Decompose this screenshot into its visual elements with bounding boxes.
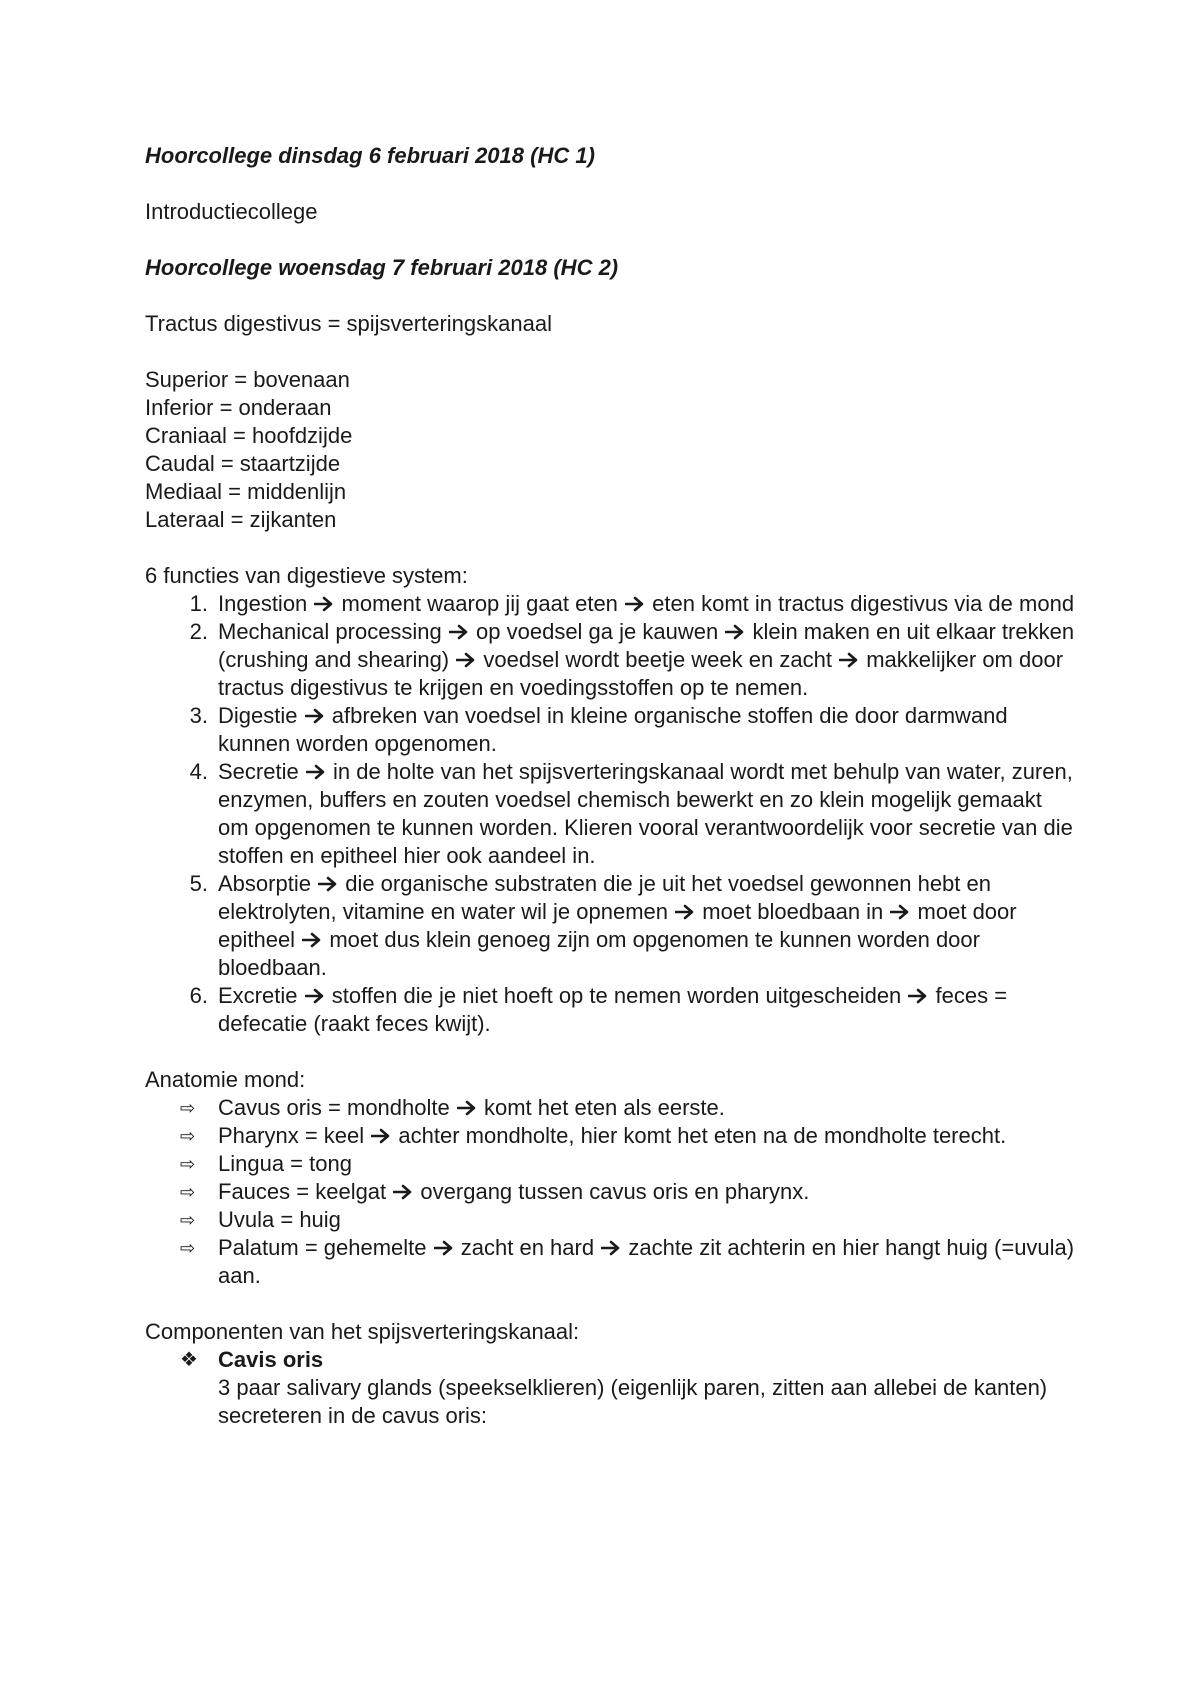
item-text-part: moet dus klein genoeg zijn om opgenomen te kunnen worden door bloedbaan. bbox=[218, 927, 980, 980]
item-text-part: moet bloedbaan in bbox=[702, 899, 884, 924]
definition-item: Lateraal = zijkanten bbox=[145, 507, 337, 532]
component-text: 3 paar salivary glands (speekselklieren) (eigenlijk paren, zitten aan allebei de kanten) secreteren in de cavus oris: bbox=[218, 1375, 1048, 1428]
right-arrow-icon bbox=[371, 1128, 391, 1144]
definition-item: Mediaal = middenlijn bbox=[145, 479, 347, 504]
item-text-part: in de holte van het spijsverteringskanaal wordt met behulp van water, zuren, enzymen, buffers en zouten voedsel chemisch bewerkt en zo klein mogelijk gemaakt om opgenomen te kunnen worden. Klieren vooral verantwoordelijk voor secretie van die stoffen en epitheel hier ook aandeel in. bbox=[218, 759, 1073, 868]
definitions-list bbox=[145, 366, 1075, 534]
diamond-bullet-icon: ❖ bbox=[180, 1349, 198, 1371]
function-item bbox=[145, 702, 1075, 758]
double-arrow-bullet-icon: ⇨ bbox=[180, 1126, 196, 1146]
item-text-part: stoffen die je niet hoeft op te nemen worden uitgescheiden bbox=[331, 983, 902, 1008]
item-text-part: Absorptie bbox=[218, 871, 311, 896]
right-arrow-icon bbox=[434, 1240, 454, 1256]
item-text-part: afbreken van voedsel in kleine organische stoffen die door darmwand kunnen worden opgenomen. bbox=[218, 703, 1008, 756]
document-page bbox=[145, 142, 1075, 1430]
functions-list bbox=[145, 590, 1075, 1038]
item-text-part: achter mondholte, hier komt het eten na de mondholte terecht. bbox=[398, 1123, 1007, 1148]
hc1-heading: Hoorcollege dinsdag 6 februari 2018 (HC 1) bbox=[145, 143, 595, 168]
right-arrow-icon bbox=[675, 904, 695, 920]
right-arrow-icon bbox=[393, 1184, 413, 1200]
item-text-part: Secretie bbox=[218, 759, 299, 784]
right-arrow-icon bbox=[457, 1100, 477, 1116]
hc1-subtitle: Introductiecollege bbox=[145, 199, 318, 224]
item-text-part: Lingua = tong bbox=[218, 1151, 352, 1176]
double-arrow-bullet-icon: ⇨ bbox=[180, 1182, 196, 1202]
definition-item: Inferior = onderaan bbox=[145, 395, 332, 420]
function-item bbox=[145, 870, 1075, 982]
right-arrow-icon bbox=[839, 652, 859, 668]
function-item bbox=[145, 982, 1075, 1038]
anatomy-list bbox=[145, 1094, 1075, 1290]
hc2-intro: Tractus digestivus = spijsverteringskanaal bbox=[145, 311, 552, 336]
item-text-part: voedsel wordt beetje week en zacht bbox=[483, 647, 832, 672]
double-arrow-bullet-icon: ⇨ bbox=[180, 1098, 196, 1118]
component-item bbox=[145, 1346, 1075, 1430]
components-intro: Componenten van het spijsverteringskanaal: bbox=[145, 1319, 580, 1344]
right-arrow-icon bbox=[725, 624, 745, 640]
item-text-part: Mechanical processing bbox=[218, 619, 442, 644]
double-arrow-bullet-icon: ⇨ bbox=[180, 1238, 196, 1258]
item-text-part: makkelijker om door tractus digestivus te krijgen en voedingsstoffen op te nemen. bbox=[218, 647, 1064, 700]
item-text-part: Fauces = keelgat bbox=[218, 1179, 387, 1204]
right-arrow-icon bbox=[908, 988, 928, 1004]
item-text-part: zacht en hard bbox=[460, 1235, 595, 1260]
definition-item: Craniaal = hoofdzijde bbox=[145, 423, 353, 448]
item-text-part: die organische substraten die je uit het voedsel gewonnen hebt en elektrolyten, vitamine en water wil je opnemen bbox=[218, 871, 991, 924]
anatomy-item bbox=[145, 1122, 1075, 1150]
item-text-part: Excretie bbox=[218, 983, 298, 1008]
list-number: 1 . bbox=[178, 590, 208, 618]
anatomy-item bbox=[145, 1094, 1075, 1122]
component-title: Cavis oris bbox=[218, 1347, 324, 1372]
right-arrow-icon bbox=[449, 624, 469, 640]
item-text-part: Digestie bbox=[218, 703, 298, 728]
item-text-part: moet door epitheel bbox=[218, 899, 1017, 952]
right-arrow-icon bbox=[890, 904, 910, 920]
right-arrow-icon bbox=[625, 596, 645, 612]
hc2-heading: Hoorcollege woensdag 7 februari 2018 (HC 2) bbox=[145, 255, 619, 280]
right-arrow-icon bbox=[305, 708, 325, 724]
item-text-part: Cavus oris = mondholte bbox=[218, 1095, 450, 1120]
anatomy-intro: Anatomie mond: bbox=[145, 1067, 306, 1092]
right-arrow-icon bbox=[314, 596, 334, 612]
double-arrow-bullet-icon: ⇨ bbox=[180, 1210, 196, 1230]
right-arrow-icon bbox=[306, 764, 326, 780]
list-number: 5 . bbox=[178, 870, 208, 898]
item-text-part: Pharynx = keel bbox=[218, 1123, 365, 1148]
item-text-part: Uvula = huig bbox=[218, 1207, 341, 1232]
right-arrow-icon bbox=[302, 932, 322, 948]
item-text-part: Palatum = gehemelte bbox=[218, 1235, 427, 1260]
item-text-part: overgang tussen cavus oris en pharynx. bbox=[420, 1179, 810, 1204]
list-number: 6 . bbox=[178, 982, 208, 1010]
right-arrow-icon bbox=[456, 652, 476, 668]
right-arrow-icon bbox=[601, 1240, 621, 1256]
item-text-part: klein maken en uit elkaar trekken (crushing and shearing) bbox=[218, 619, 1075, 672]
anatomy-item bbox=[145, 1150, 1075, 1178]
anatomy-item bbox=[145, 1206, 1075, 1234]
definition-item: Superior = bovenaan bbox=[145, 367, 350, 392]
item-text-part: komt het eten als eerste. bbox=[483, 1095, 725, 1120]
function-item bbox=[145, 618, 1075, 702]
functions-intro: 6 functies van digestieve system: bbox=[145, 563, 468, 588]
list-number: 3 . bbox=[178, 702, 208, 730]
list-number: 2 . bbox=[178, 618, 208, 646]
item-text-part: moment waarop jij gaat eten bbox=[341, 591, 618, 616]
function-item bbox=[145, 590, 1075, 618]
item-text-part: feces = defecatie (raakt feces kwijt). bbox=[218, 983, 1008, 1036]
item-text-part: eten komt in tractus digestivus via de mond bbox=[652, 591, 1075, 616]
anatomy-item bbox=[145, 1178, 1075, 1206]
right-arrow-icon bbox=[318, 876, 338, 892]
definition-item: Caudal = staartzijde bbox=[145, 451, 341, 476]
right-arrow-icon bbox=[305, 988, 325, 1004]
item-text-part: zachte zit achterin en hier hangt huig (=uvula) aan. bbox=[218, 1235, 1075, 1288]
function-item bbox=[145, 758, 1075, 870]
list-number: 4 . bbox=[178, 758, 208, 786]
anatomy-item bbox=[145, 1234, 1075, 1290]
item-text-part: Ingestion bbox=[218, 591, 308, 616]
item-text-part: op voedsel ga je kauwen bbox=[476, 619, 719, 644]
double-arrow-bullet-icon: ⇨ bbox=[180, 1154, 196, 1174]
